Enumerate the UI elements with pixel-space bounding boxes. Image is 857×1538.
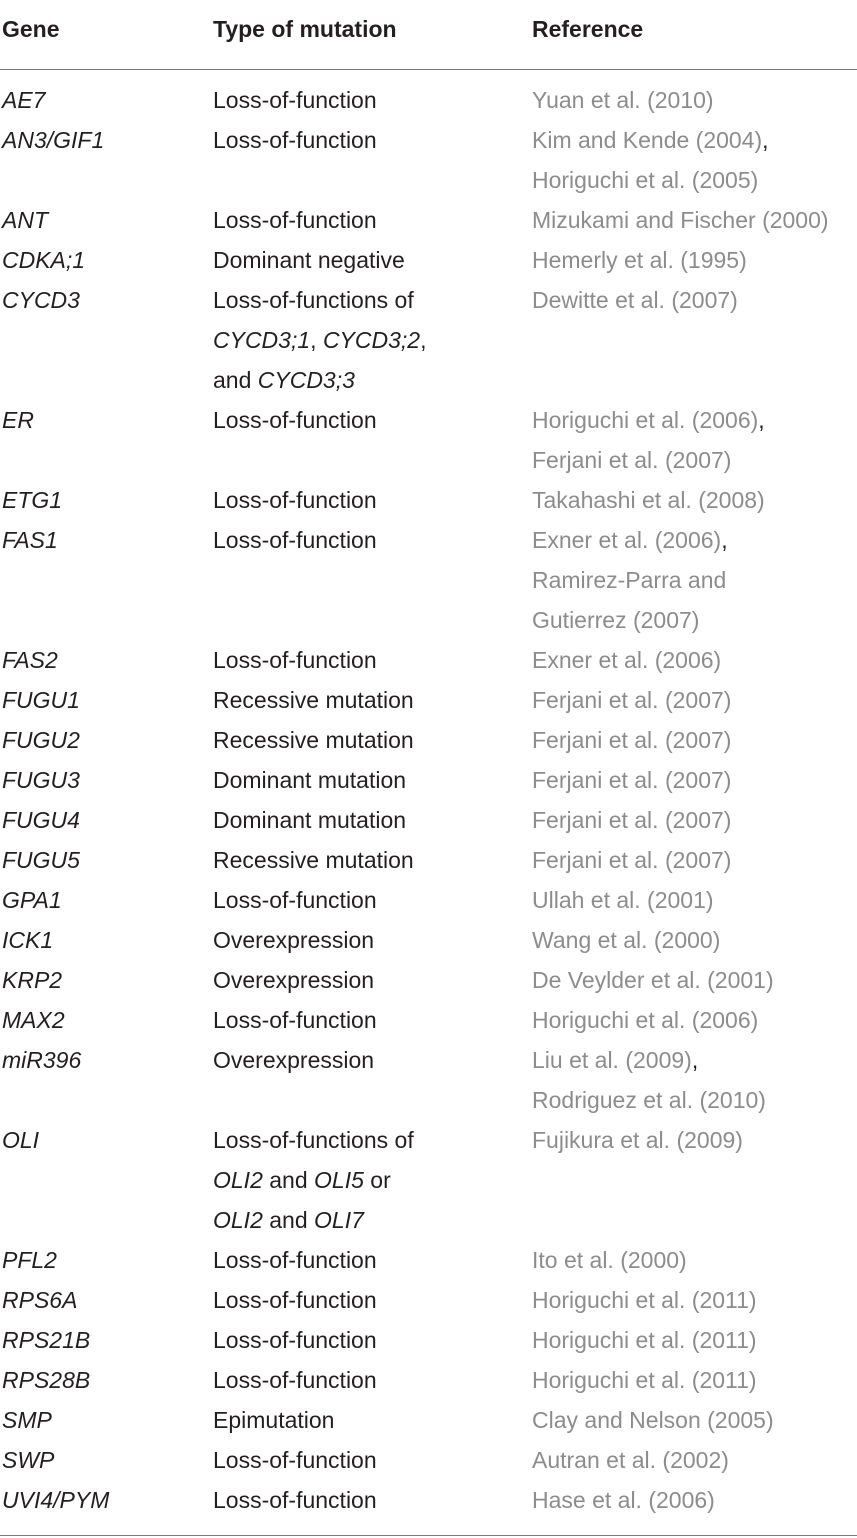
reference-line	[532, 680, 731, 720]
mutation-text: Loss-of-function	[213, 407, 377, 433]
reference-line	[532, 880, 714, 920]
reference-cell	[532, 960, 774, 1000]
mutation-cell	[213, 960, 374, 1000]
mutation-text: and	[213, 367, 258, 393]
table-row	[0, 1320, 857, 1360]
table-row	[0, 1400, 857, 1440]
mutation-line	[213, 80, 377, 120]
reference-line	[532, 520, 728, 560]
reference-line	[532, 480, 765, 520]
mutation-text: Recessive mutation	[213, 847, 414, 873]
mutation-cell	[213, 1480, 377, 1520]
mutation-text: Loss-of-function	[213, 887, 377, 913]
reference-line	[532, 760, 731, 800]
reference-text: Dewitte et al. (2007)	[532, 287, 738, 313]
mutation-cell	[213, 1320, 377, 1360]
reference-cell	[532, 520, 728, 640]
gene-cell: RPS28B	[2, 1367, 91, 1393]
mutation-cell	[213, 120, 377, 160]
mutation-line	[213, 1320, 377, 1360]
gene-cell: miR396	[2, 1047, 82, 1073]
reference-cell	[532, 240, 747, 280]
mutation-text: Recessive mutation	[213, 687, 414, 713]
table-row	[0, 960, 857, 1000]
reference-line	[532, 1040, 766, 1080]
gene-cell: UVI4/PYM	[2, 1487, 110, 1513]
reference-text: Exner et al. (2006)	[532, 527, 722, 553]
mutation-line	[213, 840, 414, 880]
gene-cell: MAX2	[2, 1007, 65, 1033]
reference-text: Horiguchi et al. (2006)	[532, 1007, 759, 1033]
reference-cell	[532, 640, 721, 680]
reference-line	[532, 80, 714, 120]
reference-cell	[532, 1480, 715, 1520]
reference-line	[532, 1120, 743, 1160]
mutation-line	[213, 520, 377, 560]
reference-text: Exner et al. (2006)	[532, 647, 722, 673]
reference-cell	[532, 1040, 766, 1120]
gene-cell: CYCD3	[2, 287, 80, 313]
table-body	[0, 80, 857, 1520]
gene-cell: FUGU5	[2, 847, 80, 873]
reference-text: Horiguchi et al. (2006)	[532, 407, 759, 433]
reference-text: Hase et al. (2006)	[532, 1487, 715, 1513]
table-row	[0, 840, 857, 880]
reference-line	[532, 1080, 766, 1120]
mutation-text: Dominant negative	[213, 247, 405, 273]
reference-cell	[532, 120, 769, 200]
reference-text: Ferjani et al. (2007)	[532, 447, 732, 473]
gene-cell: RPS21B	[2, 1327, 91, 1353]
mutation-text: Loss-of-functions of	[213, 1127, 414, 1153]
reference-line	[532, 160, 769, 200]
reference-separator: ,	[721, 527, 728, 553]
mutation-text: Loss-of-function	[213, 487, 377, 513]
gene-cell: GPA1	[2, 887, 62, 913]
reference-text: Ferjani et al. (2007)	[532, 767, 732, 793]
mutation-line	[213, 920, 374, 960]
reference-cell	[532, 800, 731, 840]
reference-line	[532, 1320, 757, 1360]
mutation-line	[213, 200, 377, 240]
reference-line	[532, 440, 765, 480]
mutation-cell	[213, 640, 377, 680]
mutation-cell	[213, 720, 414, 760]
reference-text: Yuan et al. (2010)	[532, 87, 714, 113]
gene-cell: ER	[2, 407, 34, 433]
table-row	[0, 240, 857, 280]
mutation-text: CYCD3;2	[322, 327, 421, 353]
mutation-cell	[213, 880, 377, 920]
reference-cell	[532, 280, 738, 320]
mutation-cell	[213, 240, 405, 280]
header-gene: Gene	[2, 16, 60, 42]
reference-text: Kim and Kende (2004)	[532, 127, 763, 153]
reference-line	[532, 1360, 757, 1400]
mutation-text: or	[363, 1167, 391, 1193]
reference-cell	[532, 1440, 729, 1480]
reference-cell	[532, 1320, 757, 1360]
table-row	[0, 760, 857, 800]
mutation-text: ,	[420, 327, 427, 353]
mutation-line	[213, 1280, 377, 1320]
reference-text: Ferjani et al. (2007)	[532, 847, 732, 873]
reference-cell	[532, 720, 731, 760]
reference-line	[532, 1280, 757, 1320]
reference-line	[532, 1440, 729, 1480]
mutation-line	[213, 360, 426, 400]
reference-line	[532, 240, 747, 280]
mutation-cell	[213, 80, 377, 120]
mutation-line	[213, 680, 414, 720]
mutation-cell	[213, 1440, 377, 1480]
mutation-cell	[213, 1240, 377, 1280]
mutation-line	[213, 720, 414, 760]
reference-cell	[532, 1360, 757, 1400]
mutation-cell	[213, 520, 377, 560]
mutation-text: Loss-of-function	[213, 1327, 377, 1353]
table-row	[0, 520, 857, 640]
mutation-line	[213, 120, 377, 160]
mutation-line	[213, 1400, 334, 1440]
mutation-text: Loss-of-function	[213, 1007, 377, 1033]
mutation-text: and	[262, 1167, 315, 1193]
reference-text: Autran et al. (2002)	[532, 1447, 729, 1473]
mutation-cell	[213, 760, 406, 800]
reference-line	[532, 640, 721, 680]
reference-text: Ferjani et al. (2007)	[532, 687, 732, 713]
mutation-text: OLI2	[213, 1167, 263, 1193]
mutation-text: CYCD3;1	[213, 327, 311, 353]
mutation-line	[213, 640, 377, 680]
table-row	[0, 1440, 857, 1480]
table-row	[0, 1000, 857, 1040]
mutation-line	[213, 1200, 414, 1240]
reference-text: Ferjani et al. (2007)	[532, 807, 732, 833]
gene-cell: FUGU1	[2, 687, 80, 713]
reference-text: Wang et al. (2000)	[532, 927, 721, 953]
gene-cell: OLI	[2, 1127, 40, 1153]
reference-text: Mizukami and Fischer (2000)	[532, 207, 829, 233]
reference-text: Ullah et al. (2001)	[532, 887, 714, 913]
reference-line	[532, 200, 829, 240]
mutation-text: Epimutation	[213, 1407, 335, 1433]
mutation-line	[213, 480, 377, 520]
table-row	[0, 1480, 857, 1520]
mutation-text: Loss-of-function	[213, 1447, 377, 1473]
reference-line	[532, 120, 769, 160]
gene-cell: CDKA;1	[2, 247, 86, 273]
mutation-line	[213, 960, 374, 1000]
mutation-line	[213, 1160, 414, 1200]
reference-cell	[532, 840, 731, 880]
gene-cell: FUGU4	[2, 807, 80, 833]
reference-text: Takahashi et al. (2008)	[532, 487, 765, 513]
table-row	[0, 200, 857, 240]
mutation-line	[213, 320, 426, 360]
mutation-text: Dominant mutation	[213, 767, 407, 793]
table-row	[0, 1120, 857, 1240]
reference-cell	[532, 880, 714, 920]
mutation-cell	[213, 1040, 374, 1080]
reference-separator: ,	[691, 1047, 699, 1073]
mutation-text: and	[262, 1207, 315, 1233]
gene-cell: ETG1	[2, 487, 63, 513]
reference-cell	[532, 1000, 758, 1040]
mutation-cell	[213, 480, 377, 520]
gene-cell: FUGU2	[2, 727, 80, 753]
gene-cell: AN3/GIF1	[2, 127, 105, 153]
table-row	[0, 680, 857, 720]
reference-cell	[532, 400, 765, 480]
mutation-text: Loss-of-function	[213, 647, 377, 673]
mutation-text: Overexpression	[213, 1047, 375, 1073]
mutation-text: Overexpression	[213, 967, 375, 993]
mutation-text: Overexpression	[213, 927, 375, 953]
reference-cell	[532, 1280, 757, 1320]
mutation-cell	[213, 920, 374, 960]
mutation-line	[213, 880, 377, 920]
mutation-text: Loss-of-function	[213, 127, 377, 153]
table-row	[0, 1360, 857, 1400]
header-reference: Reference	[532, 16, 644, 42]
mutation-line	[213, 1240, 377, 1280]
reference-text: Clay and Nelson (2005)	[532, 1407, 774, 1433]
mutation-line	[213, 240, 405, 280]
reference-line	[532, 280, 738, 320]
reference-line	[532, 920, 720, 960]
mutation-cell	[213, 200, 377, 240]
mutation-text: Recessive mutation	[213, 727, 414, 753]
mutation-text: Dominant mutation	[213, 807, 407, 833]
mutation-line	[213, 280, 426, 320]
gene-cell: RPS6A	[2, 1287, 78, 1313]
mutation-cell	[213, 680, 414, 720]
mutation-text: Loss-of-function	[213, 87, 377, 113]
reference-line	[532, 1480, 715, 1520]
mutation-line	[213, 1040, 374, 1080]
gene-cell: FUGU3	[2, 767, 80, 793]
table-row	[0, 120, 857, 200]
mutation-text: OLI5	[314, 1167, 364, 1193]
bottom-rule	[0, 1535, 857, 1536]
reference-text: Fujikura et al. (2009)	[532, 1127, 743, 1153]
gene-cell: KRP2	[2, 967, 63, 993]
mutation-text: Loss-of-function	[213, 527, 377, 553]
mutation-text: OLI2	[213, 1207, 263, 1233]
mutation-text: Loss-of-functions of	[213, 287, 414, 313]
reference-separator: ,	[758, 407, 765, 433]
mutation-line	[213, 1440, 377, 1480]
reference-text: De Veylder et al. (2001)	[532, 967, 774, 993]
reference-line	[532, 960, 774, 1000]
reference-line	[532, 800, 731, 840]
reference-cell	[532, 200, 829, 240]
reference-cell	[532, 480, 765, 520]
table-row	[0, 640, 857, 680]
reference-line	[532, 1240, 687, 1280]
gene-cell: ICK1	[2, 927, 54, 953]
table-row	[0, 480, 857, 520]
mutation-line	[213, 400, 377, 440]
reference-cell	[532, 1120, 743, 1160]
table-row	[0, 880, 857, 920]
reference-separator: ,	[762, 127, 769, 153]
table-header	[0, 0, 857, 70]
table-row	[0, 1280, 857, 1320]
mutation-line	[213, 1000, 377, 1040]
mutation-cell	[213, 1280, 377, 1320]
mutation-cell	[213, 800, 406, 840]
reference-text: Ramirez-Parra and	[532, 567, 727, 593]
mutation-line	[213, 760, 406, 800]
reference-text: Horiguchi et al. (2011)	[532, 1327, 757, 1353]
mutation-line	[213, 1360, 377, 1400]
table-row	[0, 400, 857, 480]
mutation-cell	[213, 400, 377, 440]
reference-text: Liu et al. (2009)	[532, 1047, 692, 1073]
mutation-cell	[213, 280, 426, 400]
reference-text: Rodriguez et al. (2010)	[532, 1087, 766, 1113]
reference-text: Gutierrez (2007)	[532, 607, 700, 633]
reference-text: Hemerly et al. (1995)	[532, 247, 747, 273]
table-row	[0, 280, 857, 400]
mutation-line	[213, 800, 406, 840]
gene-cell: ANT	[2, 207, 48, 233]
reference-line	[532, 720, 731, 760]
reference-line	[532, 560, 728, 600]
mutation-text: Loss-of-function	[213, 1487, 377, 1513]
reference-line	[532, 600, 728, 640]
reference-cell	[532, 1400, 774, 1440]
gene-cell: FAS1	[2, 527, 58, 553]
mutation-cell	[213, 1120, 414, 1240]
mutation-text: Loss-of-function	[213, 1247, 377, 1273]
reference-line	[532, 1400, 774, 1440]
gene-cell: FAS2	[2, 647, 58, 673]
mutation-cell	[213, 840, 414, 880]
reference-line	[532, 1000, 758, 1040]
gene-cell: PFL2	[2, 1247, 57, 1273]
table-row	[0, 800, 857, 840]
reference-cell	[532, 920, 720, 960]
mutation-line	[213, 1120, 414, 1160]
mutation-text: CYCD3;3	[257, 367, 355, 393]
table-row	[0, 1240, 857, 1280]
mutation-line	[213, 1480, 377, 1520]
gene-cell: SMP	[2, 1407, 52, 1433]
gene-cell: SWP	[2, 1447, 55, 1473]
reference-text: Horiguchi et al. (2011)	[532, 1287, 757, 1313]
reference-line	[532, 840, 731, 880]
table-row	[0, 1040, 857, 1120]
mutation-text: Loss-of-function	[213, 1287, 377, 1313]
reference-cell	[532, 80, 714, 120]
mutation-text: OLI7	[314, 1207, 364, 1233]
table-row	[0, 720, 857, 760]
reference-text: Ferjani et al. (2007)	[532, 727, 732, 753]
reference-cell	[532, 1240, 687, 1280]
mutation-text: Loss-of-function	[213, 207, 377, 233]
reference-cell	[532, 760, 731, 800]
mutation-cell	[213, 1400, 334, 1440]
table-row	[0, 80, 857, 120]
reference-line	[532, 400, 765, 440]
mutation-text: Loss-of-function	[213, 1367, 377, 1393]
mutation-cell	[213, 1000, 377, 1040]
reference-text: Ito et al. (2000)	[532, 1247, 687, 1273]
reference-cell	[532, 680, 731, 720]
table-row	[0, 920, 857, 960]
reference-text: Horiguchi et al. (2011)	[532, 1367, 757, 1393]
header-type-of-mutation: Type of mutation	[213, 16, 397, 42]
reference-text: Horiguchi et al. (2005)	[532, 167, 759, 193]
mutation-text: ,	[310, 327, 323, 353]
gene-cell: AE7	[2, 87, 46, 113]
mutation-cell	[213, 1360, 377, 1400]
